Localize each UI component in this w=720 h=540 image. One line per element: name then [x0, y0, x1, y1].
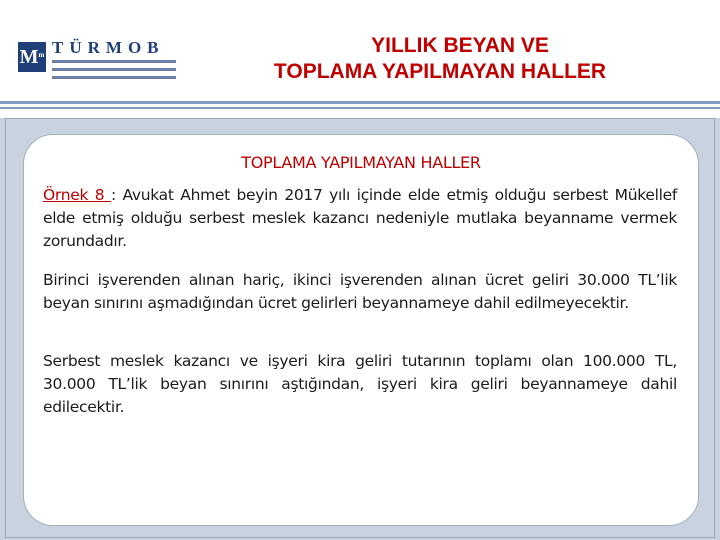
paragraph-example — [43, 184, 677, 253]
paragraph-2: Birinci işverenden alınan hariç, ikinci işverenden alınan ücret geliri 30.000 TL’lik beyan sınırını aşmadığından ücret gelirleri beyannameye dahil edilmeyecektir. — [43, 271, 677, 312]
header-divider-thin — [0, 107, 720, 109]
section-title: TOPLAMA YAPILMAYAN HALLER — [241, 153, 481, 172]
paragraph-3: Serbest meslek kazancı ve işyeri kira geliri tutarının toplamı olan 100.000 TL, 30.000 TL’lik beyan sınırını aştığından, işyeri kira geliri beyannameye dahil edilecektir. — [43, 352, 677, 416]
content-panel — [23, 134, 699, 526]
turmob-logo — [10, 26, 180, 86]
paragraph-1-text: : Avukat Ahmet beyin 2017 yılı içinde elde etmiş olduğu serbest Mükellef elde etmiş olduğu serbest meslek kazancı nedeniyle mutlaka beyanname vermek zorundadır. — [43, 186, 677, 250]
slide-title — [190, 28, 690, 88]
logo-mark-icon: $M^m$ — [18, 42, 46, 72]
slide-title-line-1: YILLIK BEYAN VE — [371, 34, 549, 57]
header — [0, 0, 720, 118]
example-label: Örnek 8 — [43, 186, 111, 204]
header-divider — [0, 101, 720, 104]
logo-name: TÜRMOB — [52, 38, 165, 57]
slide-title-line-2: TOPLAMA YAPILMAYAN HALLER — [273, 60, 607, 83]
logo-tagline-graphic — [52, 60, 176, 84]
